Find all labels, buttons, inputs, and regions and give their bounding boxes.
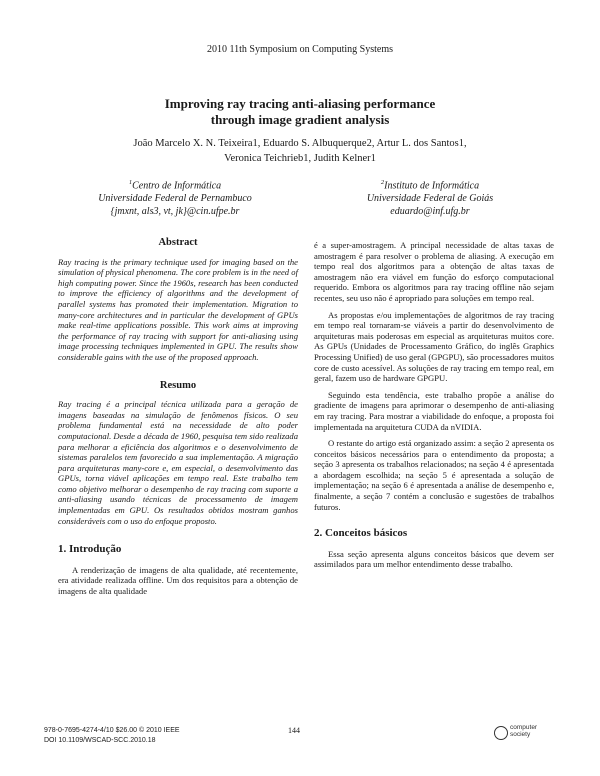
abstract-heading: Abstract xyxy=(158,237,198,248)
right-paragraph-1: é a super-amostragem. A principal necessidade de altas taxas de amostragem é para resolver o problema de aliasing. A execução em tempo real dos algoritmos para a obtenção de altas taxas de amostragem não era viável em função do esforço computacional requerido. Embora os algoritmos para ray tracing offline não sejam recentes, seu uso não é apropriado para soluções em tempo real. xyxy=(314,240,554,303)
authors-line-1: João Marcelo X. N. Teixeira1, Eduardo S. Albuquerque2, Artur L. dos Santos1, xyxy=(133,138,467,149)
abstract-text: Ray tracing is the primary technique used for imaging based on the simulation of physical phenomena. The core problem is in the need of high computing power. Since the 1960s, research has been conducted to improve the efficiency of algorithms and the development of parallel systems has promoted their implementation. Migration to many-core architectures and in particular the development of GPUs make real-time applications possible. This work aims at improving the performance of ray tracing with support for anti-aliasing using image processing techniques implemented in GPU. The results show considerable gains with the use of the proposed approach. xyxy=(58,256,298,362)
logo-line-2: society xyxy=(510,731,531,738)
resumo-text: Ray tracing é a principal técnica utilizada para a geração de imagens baseadas na simulação de fenômenos físicos. O seu problema fundamental está na necessidade de alto poder computacional. Desde a década de 1960, pesquisa tem sido realizada para melhorar a eficiência dos algoritmos e o desenvolvimento de sistemas paralelos tem favorecido a sua implementação. A migração para arquiteturas many-core e, em especial, o desenvolvimento das GPUs, torna viável aplicações em tempo real. Este trabalho tem como objetivo melhorar o desempenho de ray tracing com suporte a anti-aliasing usando técnicas de processamento de imagem implementadas em GPU. Os resultados obtidos mostram ganhos consideráveis com o uso do enfoque proposto. xyxy=(58,399,298,526)
section-2-paragraph: Essa seção apresenta alguns conceitos básicos que devem ser assimilados para um melhor entendimento desse trabalho. xyxy=(314,548,554,570)
author-list xyxy=(40,136,560,166)
right-column xyxy=(314,240,554,570)
right-paragraph-2: As propostas e/ou implementações de algoritmos de ray tracing em tempo real tornaram-se viáveis a partir do desenvolvimento de arquiteturas mais poderosas em especial as arquiteturas muitos core. As GPUs (Unidades de Processamento Gráfico, do inglês Graphics Processing Unified) de uso geral (GPGPU), são processadores muitos core de custo acessível. As soluções de ray tracing em tempo real, em geral, fazem uso de hardware GPGPU. xyxy=(314,309,554,384)
paper-title xyxy=(0,96,600,128)
footer-isbn: 978-0-7695-4274-4/10 $26.00 © 2010 IEEE xyxy=(44,727,180,734)
computer-society-mark-icon xyxy=(494,726,508,740)
right-paragraph-3: Seguindo esta tendência, este trabalho propõe a análise do gradiente de imagens para aprimorar o desempenho de anti-aliasing em ray tracing. Para mostrar a viabilidade do enfoque, a proposta foi implementada na arquitetura CUDA da nVIDIA. xyxy=(314,389,554,432)
title-line-1: Improving ray tracing anti-aliasing performance xyxy=(164,96,436,111)
affiliation-2-name: Instituto de Informática xyxy=(384,180,480,192)
section-1-heading: 1. Introdução xyxy=(58,543,122,556)
title-line-2: through image gradient analysis xyxy=(210,112,390,127)
affiliation-1-sup: 1 xyxy=(128,179,133,186)
affiliation-1-email: {jmxnt, als3, vt, jk}@cin.ufpe.br xyxy=(110,206,240,218)
resumo-heading: Resumo xyxy=(159,379,197,391)
right-paragraph-4: O restante do artigo está organizado assim: a seção 2 apresenta os conceitos básicos necessários para o entendimento da proposta; a seção 3 apresenta os trabalhos relacionados; na seção 4 é apresentada a abordagem escolhida; na seção 5 é apresentada a solução de implementação; na seção 6 é apresentada a análise de desempenho e, finalmente, a seção 7 contém a conclusão e sugestões de trabalhos futuros. xyxy=(314,438,554,512)
page-number: 144 xyxy=(288,726,300,735)
section-1-paragraph: A renderização de imagens de alta qualidade, até recentemente, era atividade realizada offline. Um dos requisitos para a obtenção de imagens de alta qualidade xyxy=(58,564,298,597)
conference-header: 2010 11th Symposium on Computing Systems xyxy=(206,44,394,55)
affiliation-1-name: Centro de Informática xyxy=(132,180,222,192)
footer-copyright xyxy=(44,726,180,746)
section-2-heading: 2. Conceitos básicos xyxy=(314,527,408,540)
affiliation-1 xyxy=(60,176,290,218)
affiliation-2 xyxy=(320,176,540,218)
affiliation-2-email: eduardo@inf.ufg.br xyxy=(390,206,470,218)
authors-line-2: Veronica Teichrieb1, Judith Kelner1 xyxy=(224,153,376,164)
affiliation-1-institution: Universidade Federal de Pernambuco xyxy=(98,193,252,205)
affiliation-2-institution: Universidade Federal de Goiás xyxy=(366,193,494,205)
left-column xyxy=(58,238,298,597)
affiliation-2-sup: 2 xyxy=(380,179,385,186)
computer-society-logo xyxy=(494,722,564,742)
logo-line-1: computer xyxy=(510,724,538,731)
footer-doi: DOI 10.1109/WSCAD-SCC.2010.18 xyxy=(44,737,156,744)
